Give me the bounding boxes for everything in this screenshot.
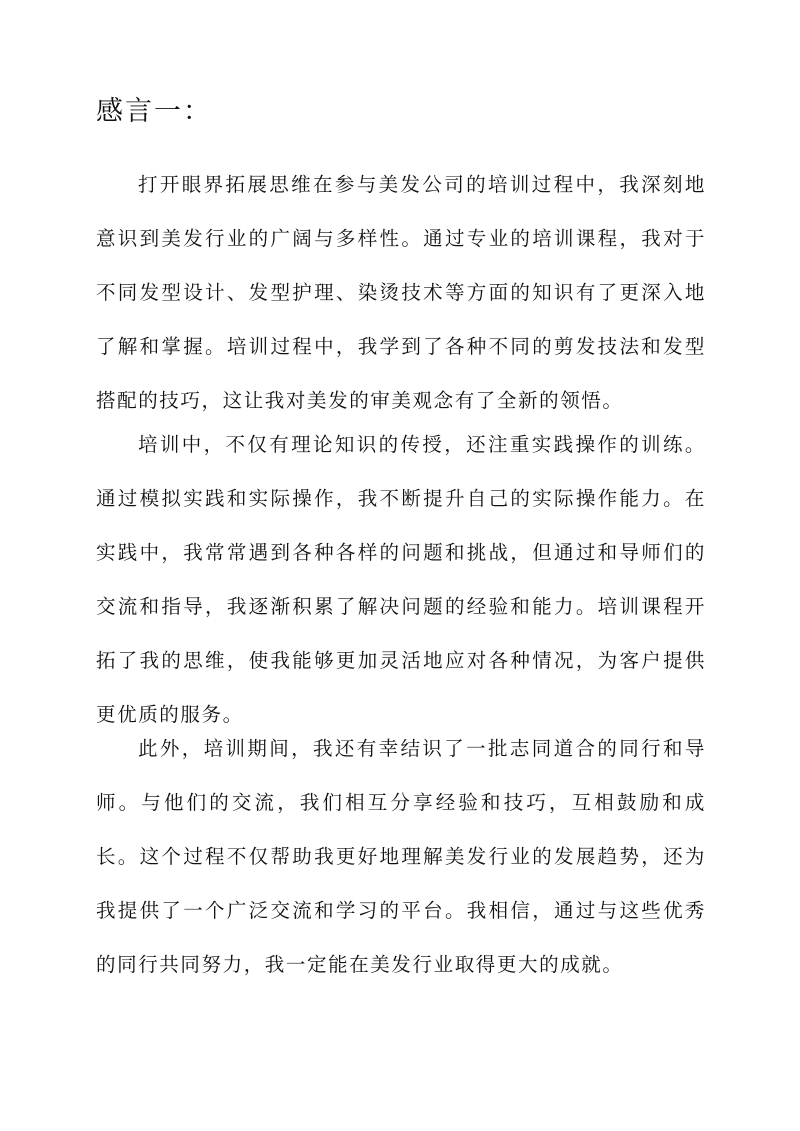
paragraph-3: 此外，培训期间，我还有幸结识了一批志同道合的同行和导师。与他们的交流，我们相互分享经验和技巧，互相鼓励和成长。这个过程不仅帮助我更好地理解美发行业的发展趋势，还为我提供了一个广泛交流和学习的平台。我相信，通过与这些优秀的同行共同努力，我一定能在美发行业取得更大的成就。 — [96, 737, 706, 976]
paragraph-2: 培训中，不仅有理论知识的传授，还注重实践操作的训练。通过模拟实践和实际操作，我不断提升自己的实际操作能力。在实践中，我常常遇到各种各样的问题和挑战，但通过和导师们的交流和指导，我逐渐积累了解决问题的经验和能力。培训课程开拓了我的思维，使我能够更加灵活地应对各种情况，为客户提供更优质的服务。 — [96, 433, 706, 726]
paragraph-1: 打开眼界拓展思维在参与美发公司的培训过程中，我深刻地意识到美发行业的广阔与多样性。通过专业的培训课程，我对于不同发型设计、发型护理、染烫技术等方面的知识有了更深入地了解和掌握。培训过程中，我学到了各种不同的剪发技法和发型搭配的技巧，这让我对美发的审美观念有了全新的领悟。 — [96, 173, 706, 412]
document-title: 感言一： — [96, 96, 212, 127]
